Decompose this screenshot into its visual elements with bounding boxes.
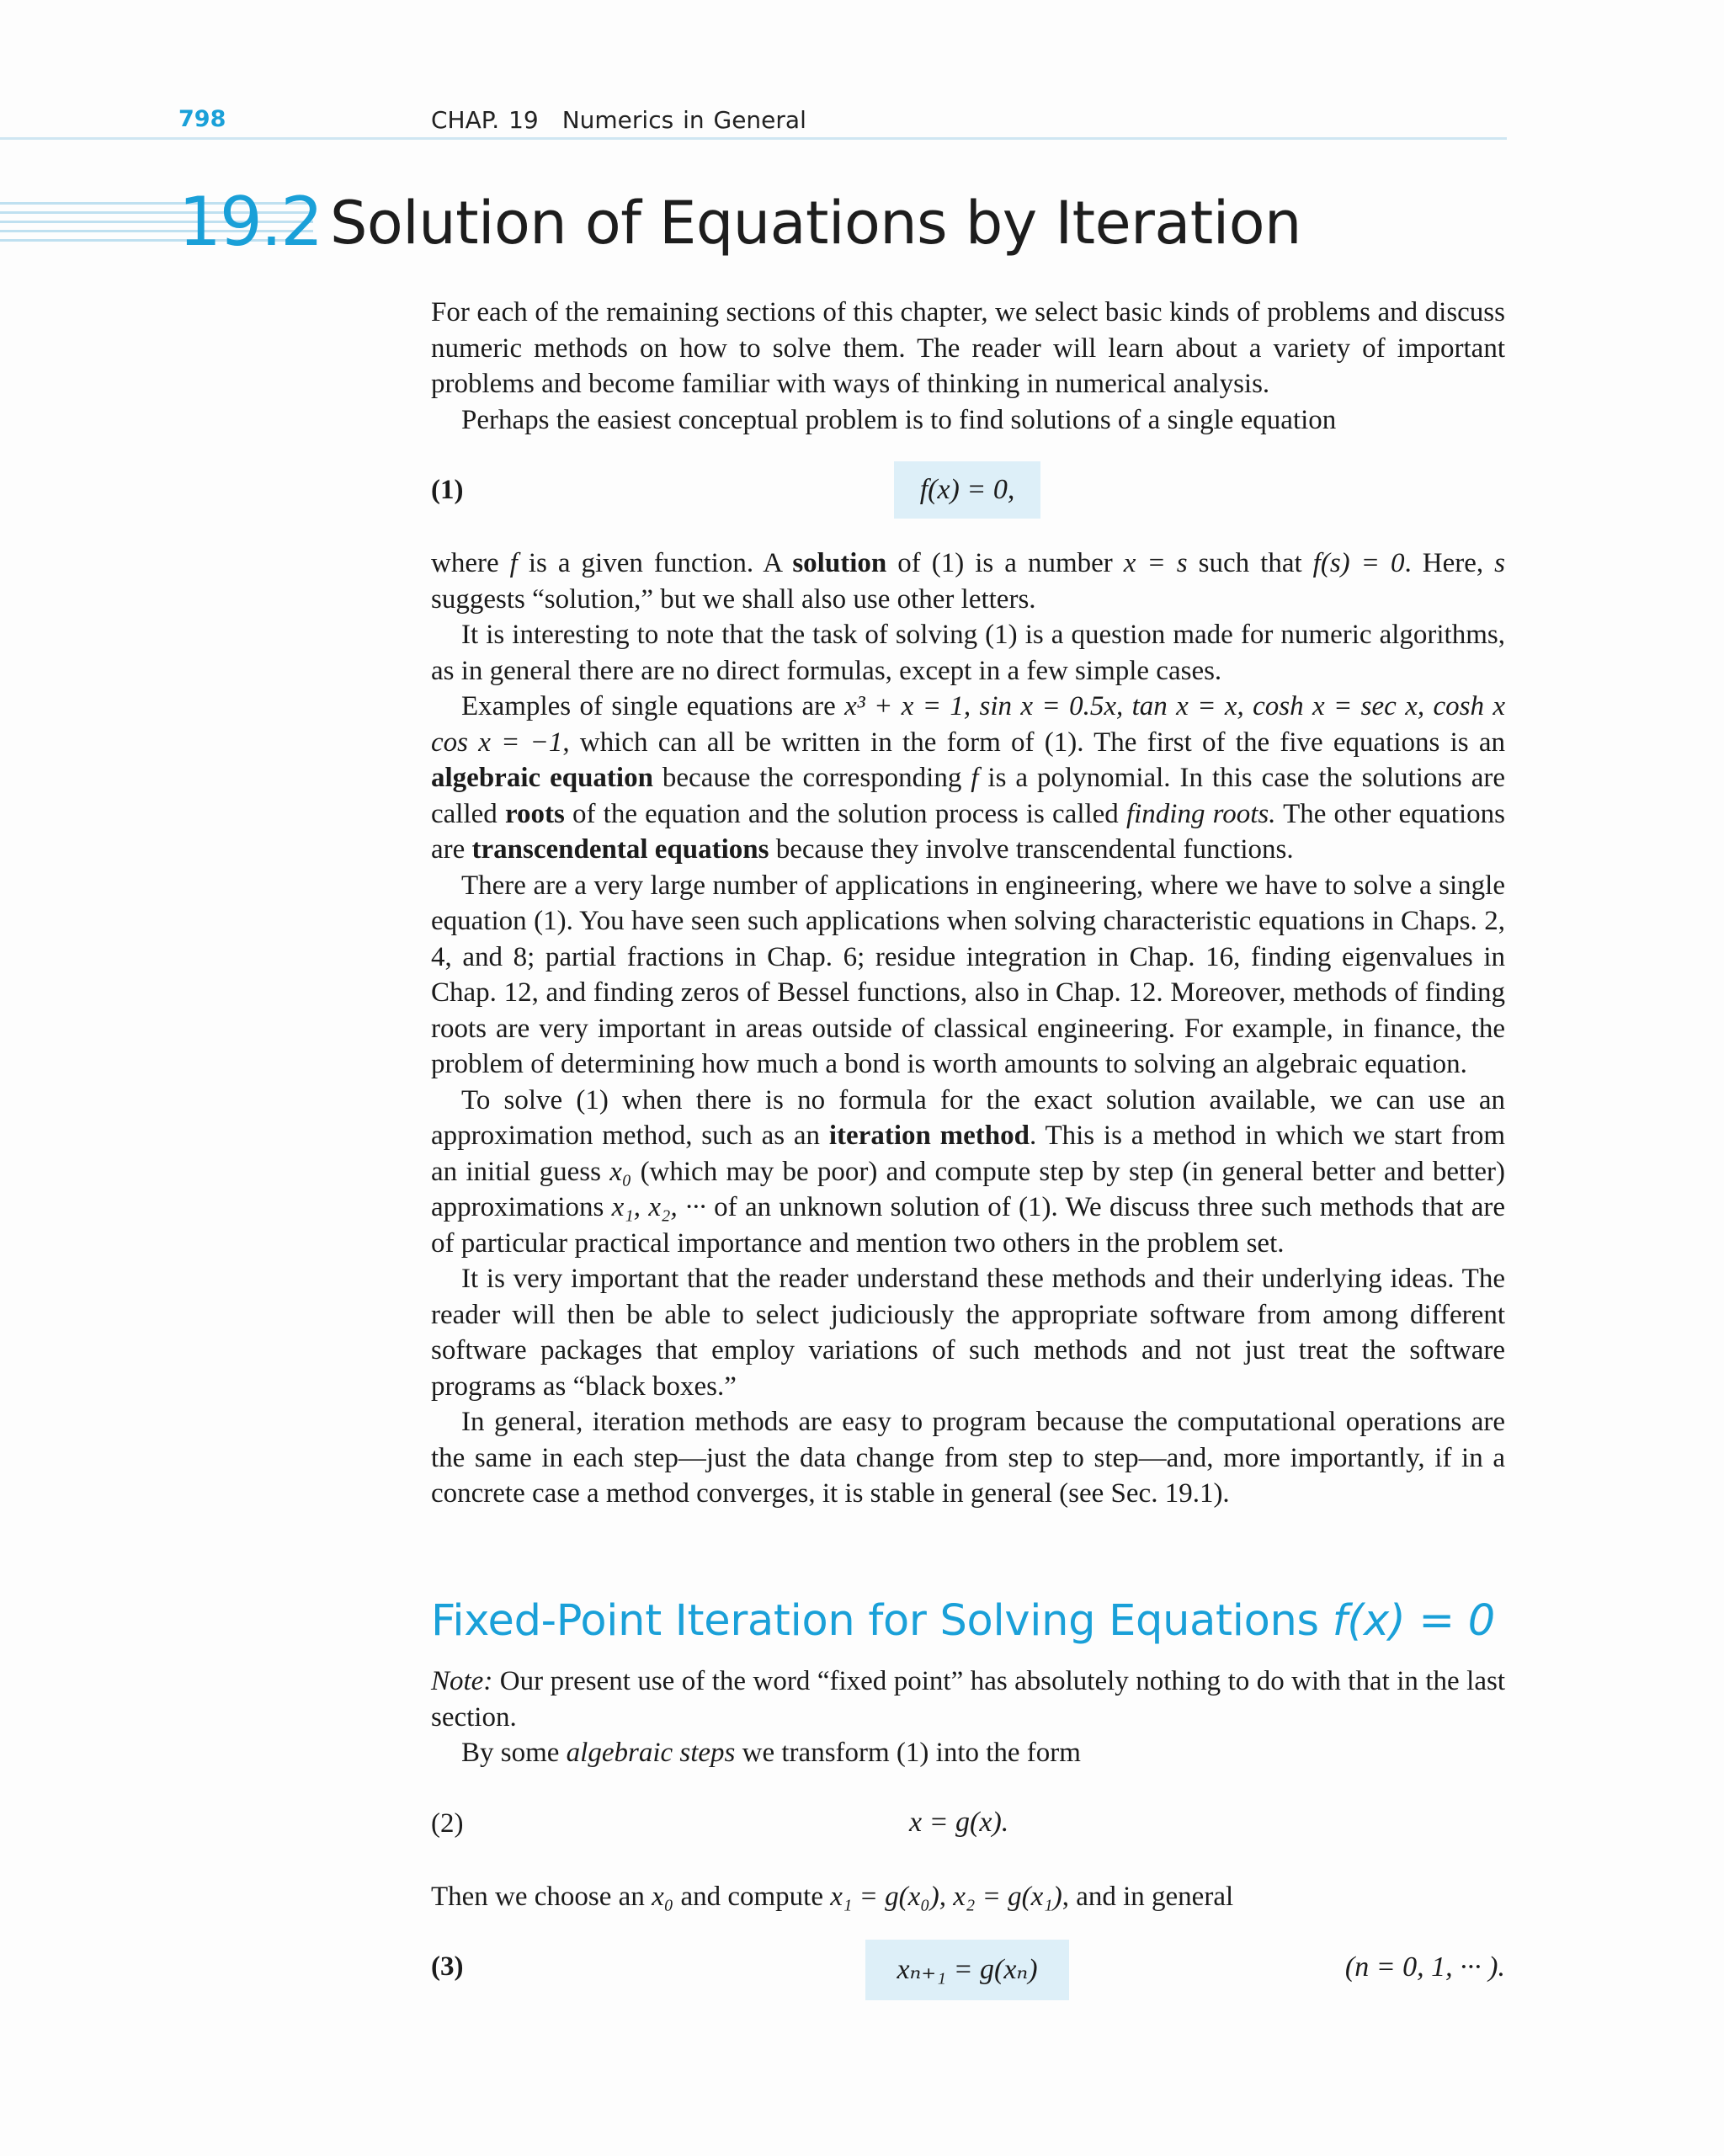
- paragraph: By some algebraic steps we transform (1) into the form: [461, 1738, 1081, 1768]
- equation-number: (2): [431, 1808, 464, 1839]
- paragraph: It is interesting to note that the task of solving (1) is a question made for numeric algorithms, as in general there are no direct formulas, except in a few simple cases.: [431, 620, 1505, 686]
- header-rule: [0, 137, 1507, 140]
- section-title: Solution of Equations by Iteration: [330, 189, 1301, 258]
- equation-3-range: (n = 0, 1, ··· ).: [1344, 1951, 1505, 1983]
- equation-2: x = g(x).: [909, 1807, 1009, 1838]
- page-number: 798: [178, 106, 226, 132]
- intro-block: [431, 295, 1505, 438]
- paragraph: Note: Our present use of the word “fixed point” has absolutely nothing to do with that in the last section.: [431, 1666, 1505, 1733]
- paragraph: Examples of single equations are x³ + x = 1, sin x = 0.5x, tan x = x, cosh x = sec x, cosh x cos x = −1, which can all be written in the form of (1). The first of the five equations is an algebraic equation because the corresponding f is a polynomial. In this case the solutions are called roots of the equation and the solution process is called finding roots. The other equations are transcendental equations because they involve transcendental functions.: [431, 691, 1506, 865]
- paragraph: For each of the remaining sections of this chapter, we select basic kinds of problems and discuss numeric methods on how to solve them. The reader will learn about a variety of important problems and become familiar with ways of thinking in numerical analysis.: [431, 297, 1505, 399]
- equation-3: xₙ₊₁ = g(xₙ): [865, 1940, 1069, 2000]
- paragraph: Perhaps the easiest conceptual problem is to find solutions of a single equation: [461, 404, 1337, 435]
- equation-number: (3): [431, 1951, 464, 1982]
- running-head: [431, 106, 806, 134]
- then-paragraph: [431, 1879, 1505, 1915]
- equation-number: (1): [431, 475, 464, 505]
- section-number: 19.2: [178, 183, 322, 261]
- equation-1: f(x) = 0,: [894, 461, 1040, 519]
- body-block: [431, 546, 1505, 1512]
- paragraph: There are a very large number of applications in engineering, where we have to solve a single equation (1). You have seen such applications when solving characteristic equations in Chaps. 2, 4, and 8; partial fractions in Chap. 6; residue integration in Chap. 16, finding eigenvalues in Chap. 12, and finding zeros of Bessel functions, also in Chap. 12. Moreover, methods of finding roots are very important in areas outside of classical engineering. For example, in finance, the problem of determining how much a bond is worth amounts to solving an algebraic equation.: [431, 870, 1505, 1079]
- chapter-label: CHAP. 19: [431, 106, 539, 134]
- paragraph: Then we choose an x₀ and compute x₁ = g(x₀), x₂ = g(x₁), and in general: [431, 1882, 1234, 1912]
- subsection-title: Fixed-Point Iteration for Solving Equations f(x) = 0: [431, 1596, 1495, 1646]
- paragraph: In general, iteration methods are easy to program because the computational operations are the same in each step—just the data change from step to step—and, more importantly, if in a concrete case a method converges, it is stable in general (see Sec. 19.1).: [431, 1407, 1505, 1509]
- fixed-point-block: [431, 1664, 1505, 1771]
- paragraph: To solve (1) when there is no formula for the exact solution available, we can use an approximation method, such as an iteration method. This is a method in which we start from an initial guess x₀ (which may be poor) and compute step by step (in general better and better) approximations x₁, x₂, ··· of an unknown solution of (1). We discuss three such methods that are of particular practical importance and mention two others in the problem set.: [431, 1084, 1506, 1259]
- chapter-title: Numerics in General: [561, 106, 806, 134]
- paragraph: where f is a given function. A solution of (1) is a number x = s such that f(s) = 0. Here, s suggests “solution,” but we shall also use other letters.: [431, 548, 1505, 615]
- paragraph: It is very important that the reader understand these methods and their underlying ideas. The reader will then be able to select judiciously the appropriate software from among different software packages that employ variations of such methods and not just treat the software programs as “black boxes.”: [431, 1264, 1505, 1402]
